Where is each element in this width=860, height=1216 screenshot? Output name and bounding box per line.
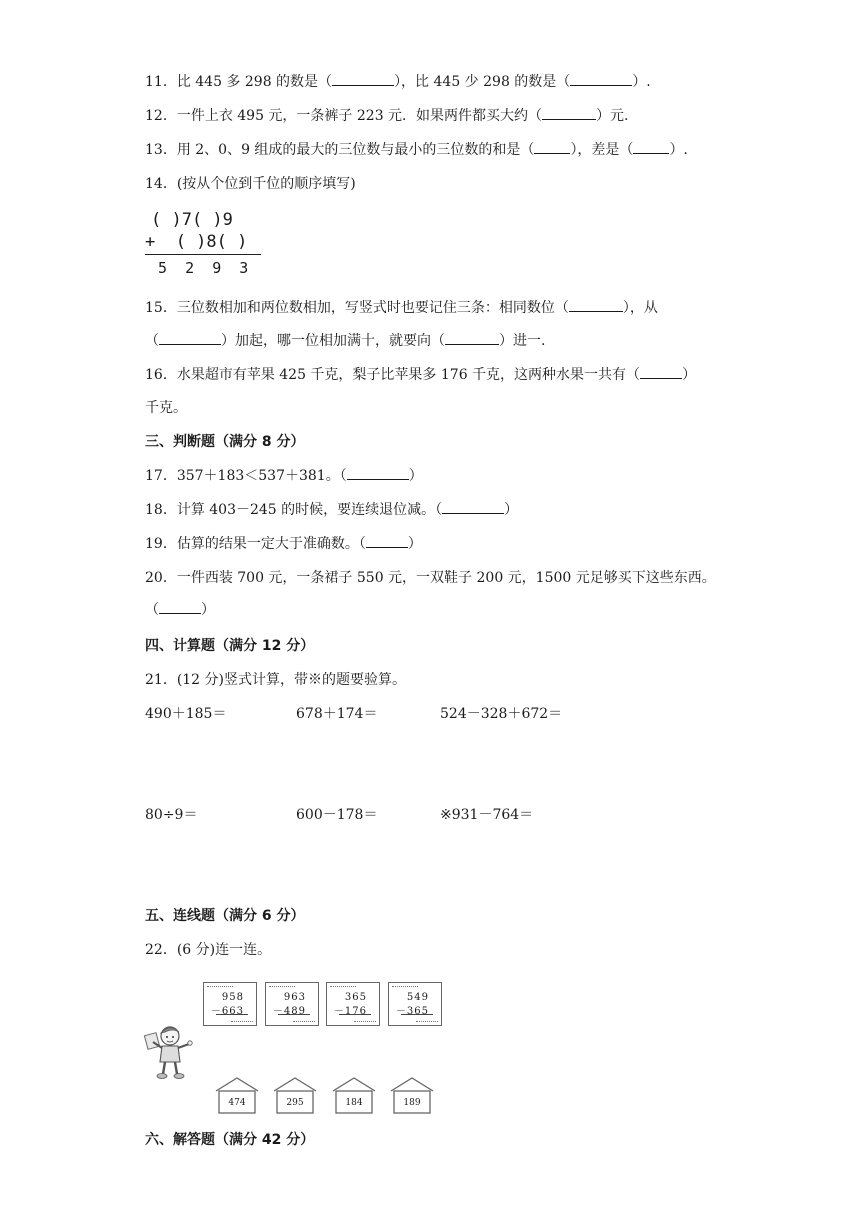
- answer-house-4[interactable]: [387, 1075, 437, 1115]
- q17-text-2: ）: [408, 468, 423, 484]
- q15-text-4: ）加起，哪一位相加满十，就要向（: [221, 333, 445, 349]
- question-15-line-1: [145, 298, 658, 318]
- q16-text-1: 16．水果超市有苹果 425 千克，梨子比苹果多 176 千克，这两种水果一共有（: [145, 367, 641, 383]
- q18-text-2: ）: [504, 502, 519, 518]
- q17-text-1: 17．357＋183＜537＋381。（: [145, 468, 347, 484]
- question-21: 21．(12 分)竖式计算，带※的题要验算。: [145, 672, 407, 688]
- answer-house-3[interactable]: [329, 1075, 379, 1115]
- section-3-heading: 三、判断题（满分 8 分）: [145, 434, 305, 450]
- q20-text-2: ）: [201, 602, 215, 618]
- answer-house-1[interactable]: [212, 1075, 262, 1115]
- vertical-rule: [145, 254, 261, 255]
- house-1-value: 474: [228, 1098, 246, 1108]
- question-22: 22．(6 分)连一连。: [145, 942, 272, 958]
- q20-text-1: （: [145, 602, 159, 618]
- q11-blank-2[interactable]: [570, 73, 632, 86]
- question-19: [145, 534, 422, 554]
- q12-text-1: 12．一件上衣 495 元，一条裤子 223 元．如果两件都买大约（: [145, 108, 543, 124]
- question-18: [145, 500, 518, 520]
- q12-blank-1[interactable]: [542, 107, 596, 120]
- vertical-addition-puzzle: [145, 208, 261, 280]
- q19-text-2: ）: [407, 536, 422, 552]
- calc-6: ※931－764＝: [440, 807, 534, 823]
- question-20-line-1: 20．一件西装 700 元，一条裙子 550 元，一双鞋子 200 元，1500 元足够买下这些东西。: [145, 570, 716, 586]
- q18-text-1: 18．计算 403－245 的时候，要连续退位减。（: [145, 502, 443, 518]
- house-2-value: 295: [286, 1098, 304, 1108]
- vertical-row-2: + ( )8( ): [145, 232, 248, 252]
- subtraction-card-3[interactable]: [326, 982, 380, 1026]
- section-5-heading: 五、连线题（满分 6 分）: [145, 908, 305, 924]
- question-12: [145, 106, 629, 126]
- question-20-line-2: [145, 600, 215, 620]
- question-13: [145, 140, 688, 160]
- q16-blank-1[interactable]: [640, 366, 682, 379]
- question-16-line-2: 千克。: [145, 400, 187, 416]
- house-icon: [270, 1075, 320, 1115]
- q20-blank[interactable]: [159, 601, 201, 614]
- question-11: [145, 72, 651, 92]
- card-2-bottom: －489: [272, 1006, 306, 1017]
- q11-text-1: 11．比 445 多 298 的数是（: [145, 74, 333, 90]
- card-4-top: 549: [406, 992, 429, 1003]
- subtraction-card-2[interactable]: [265, 982, 319, 1026]
- q15-blank-2[interactable]: [159, 332, 221, 345]
- q13-blank-1[interactable]: [534, 141, 570, 154]
- q19-blank[interactable]: [366, 535, 408, 548]
- question-14: 14．(按从个位到千位的顺序填写): [145, 176, 356, 192]
- card-1-top: 958: [221, 992, 244, 1003]
- q15-text-5: ）进一.: [499, 333, 546, 349]
- q15-text-1: 15．三位数相加和两位数相加，写竖式时也要记住三条：相同数位（: [145, 300, 569, 316]
- house-icon: [212, 1075, 262, 1115]
- calc-3: 524－328＋672＝: [440, 706, 563, 722]
- q13-text-2: ），差是（: [570, 142, 634, 158]
- child-figure-image: [143, 1020, 195, 1080]
- house-icon: [387, 1075, 437, 1115]
- card-4-bottom: －365: [395, 1006, 429, 1017]
- q11-text-2: ），比 445 少 298 的数是（: [394, 74, 571, 90]
- card-3-bottom: －176: [333, 1006, 367, 1017]
- card-1-bottom: －663: [210, 1006, 244, 1017]
- card-3-top: 365: [344, 992, 367, 1003]
- q15-text-2: ），从: [622, 300, 658, 316]
- q19-text-1: 19．估算的结果一定大于准确数。（: [145, 536, 366, 552]
- q15-text-3: （: [145, 333, 159, 349]
- calc-4: 80÷9＝: [145, 807, 198, 823]
- q11-blank-1[interactable]: [332, 73, 394, 86]
- house-icon: [329, 1075, 379, 1115]
- answer-house-2[interactable]: [270, 1075, 320, 1115]
- question-15-line-2: [145, 331, 545, 351]
- q11-text-3: ）.: [632, 74, 651, 90]
- question-17: [145, 466, 423, 486]
- q15-blank-1[interactable]: [569, 299, 623, 312]
- calc-5: 600－178＝: [296, 807, 378, 823]
- q16-text-2: ）: [682, 367, 697, 383]
- vertical-row-1: ( )7( )9: [151, 210, 233, 230]
- q13-text-1: 13．用 2、0、9 组成的最大的三位数与最小的三位数的和是（: [145, 142, 535, 158]
- q17-blank[interactable]: [347, 467, 409, 480]
- house-3-value: 184: [345, 1098, 363, 1108]
- q13-blank-2[interactable]: [633, 141, 669, 154]
- vertical-row-3: 5 2 9 3: [149, 259, 249, 277]
- subtraction-card-4[interactable]: [388, 982, 442, 1026]
- question-16-line-1: [145, 365, 696, 385]
- section-4-heading: 四、计算题（满分 12 分）: [145, 638, 315, 654]
- card-2-top: 963: [283, 992, 306, 1003]
- q18-blank[interactable]: [442, 501, 504, 514]
- house-4-value: 189: [403, 1098, 421, 1108]
- q12-text-2: ）元.: [596, 108, 629, 124]
- calc-2: 678＋174＝: [296, 706, 378, 722]
- section-6-heading: 六、解答题（满分 42 分）: [145, 1132, 315, 1148]
- calc-1: 490＋185＝: [145, 706, 227, 722]
- subtraction-card-1[interactable]: [203, 982, 257, 1026]
- q15-blank-3[interactable]: [445, 332, 499, 345]
- q13-text-3: ）.: [669, 142, 688, 158]
